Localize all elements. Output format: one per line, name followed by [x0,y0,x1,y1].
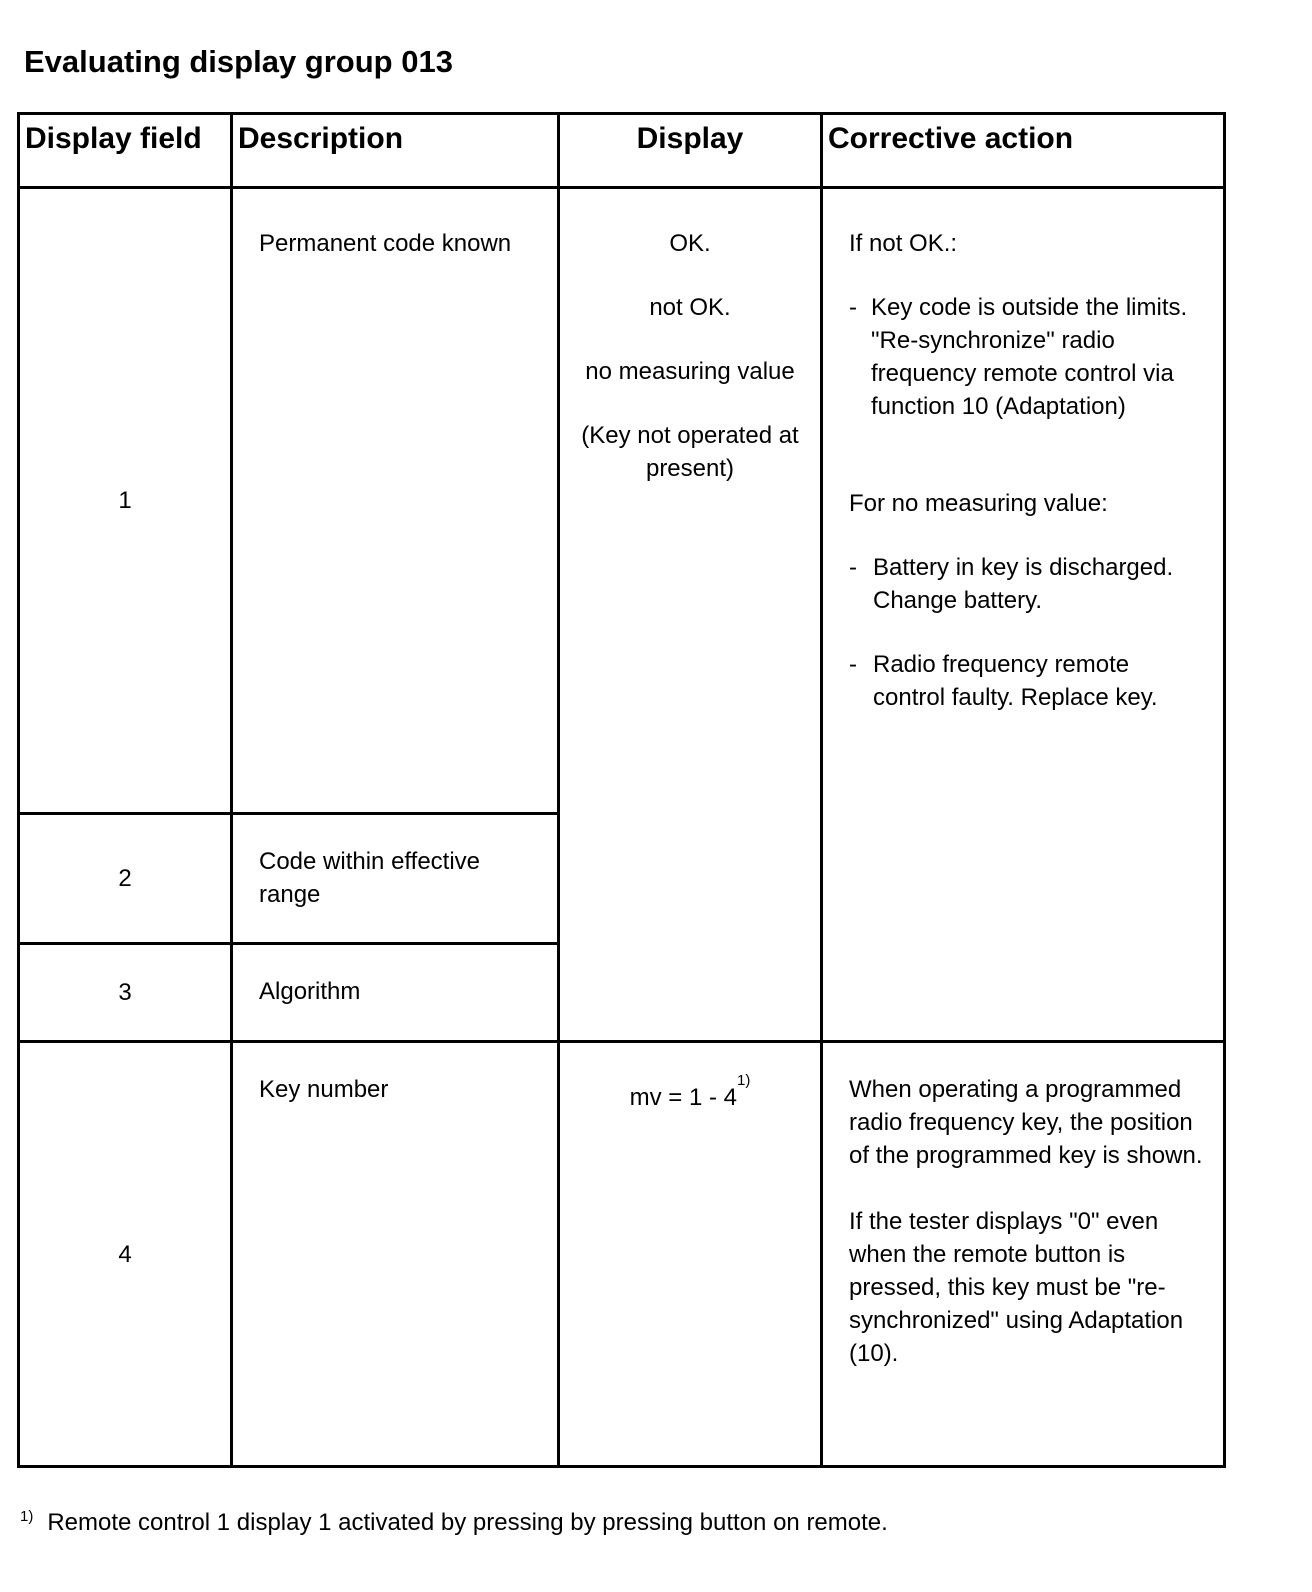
description-text: Key number [259,1076,389,1103]
header-display-field: Display field [19,114,232,188]
action-item-resync: Key code is outside the limits. "Re-synchronize" radio frequency remote control via function 10 (Adaptation) [871,294,1188,420]
display-cell [559,1042,822,1467]
description-text: Algorithm [259,978,361,1005]
corrective-action-cell [822,1042,1225,1467]
field-number-2: 2 [19,814,232,944]
page-title: Evaluating display group 013 [24,44,453,79]
header-display: Display [559,114,822,188]
action-item-battery: Battery in key is discharged. Change battery. [873,554,1174,614]
footnote-reference: 1) [737,1072,751,1089]
footnote-marker: 1) [20,1508,34,1525]
action-resync-key: If the tester displays "0" even when the remote button is pressed, this key must be "re-synchronized" using Adaptation (10). [849,1208,1184,1367]
list-item [849,648,1203,714]
action-if-not-ok: If not OK.: [849,230,958,257]
list-item [849,551,1203,617]
dash-marker: - [849,554,857,581]
action-position-shown: When operating a programmed radio frequency key, the position of the programmed key is shown. [849,1076,1203,1169]
list-item [849,291,1203,423]
display-group-table [17,112,1226,1468]
dash-marker: - [849,651,857,678]
action-for-no-value: For no measuring value: [849,490,1108,517]
display-key-not-operated: (Key not operated at present) [581,422,799,482]
field-number-1: 1 [19,188,232,814]
field-number-4: 4 [19,1042,232,1467]
table-row [19,188,1225,814]
description-cell [232,814,559,944]
header-description: Description [232,114,559,188]
field-number-3: 3 [19,944,232,1042]
display-ok: OK. [669,230,711,257]
description-text: Permanent code known [259,230,512,257]
display-not-ok: not OK. [649,294,731,321]
action-item-replace-key: Radio frequency remote control faulty. Replace key. [873,651,1158,711]
footnote-text: Remote control 1 display 1 activated by pressing by pressing button on remote. [47,1509,888,1536]
header-corrective-action: Corrective action [822,114,1225,188]
table-row [19,1042,1225,1467]
description-cell [232,188,559,814]
table-header-row [19,114,1225,188]
dash-marker: - [849,294,857,321]
corrective-action-cell [822,188,1225,1042]
description-text: Code within effective range [259,848,481,908]
description-cell [232,1042,559,1467]
display-cell [559,188,822,1042]
description-cell [232,944,559,1042]
display-value: mv = 1 - 4 [629,1084,738,1111]
display-no-value: no measuring value [585,358,795,385]
footnote [20,1506,888,1540]
